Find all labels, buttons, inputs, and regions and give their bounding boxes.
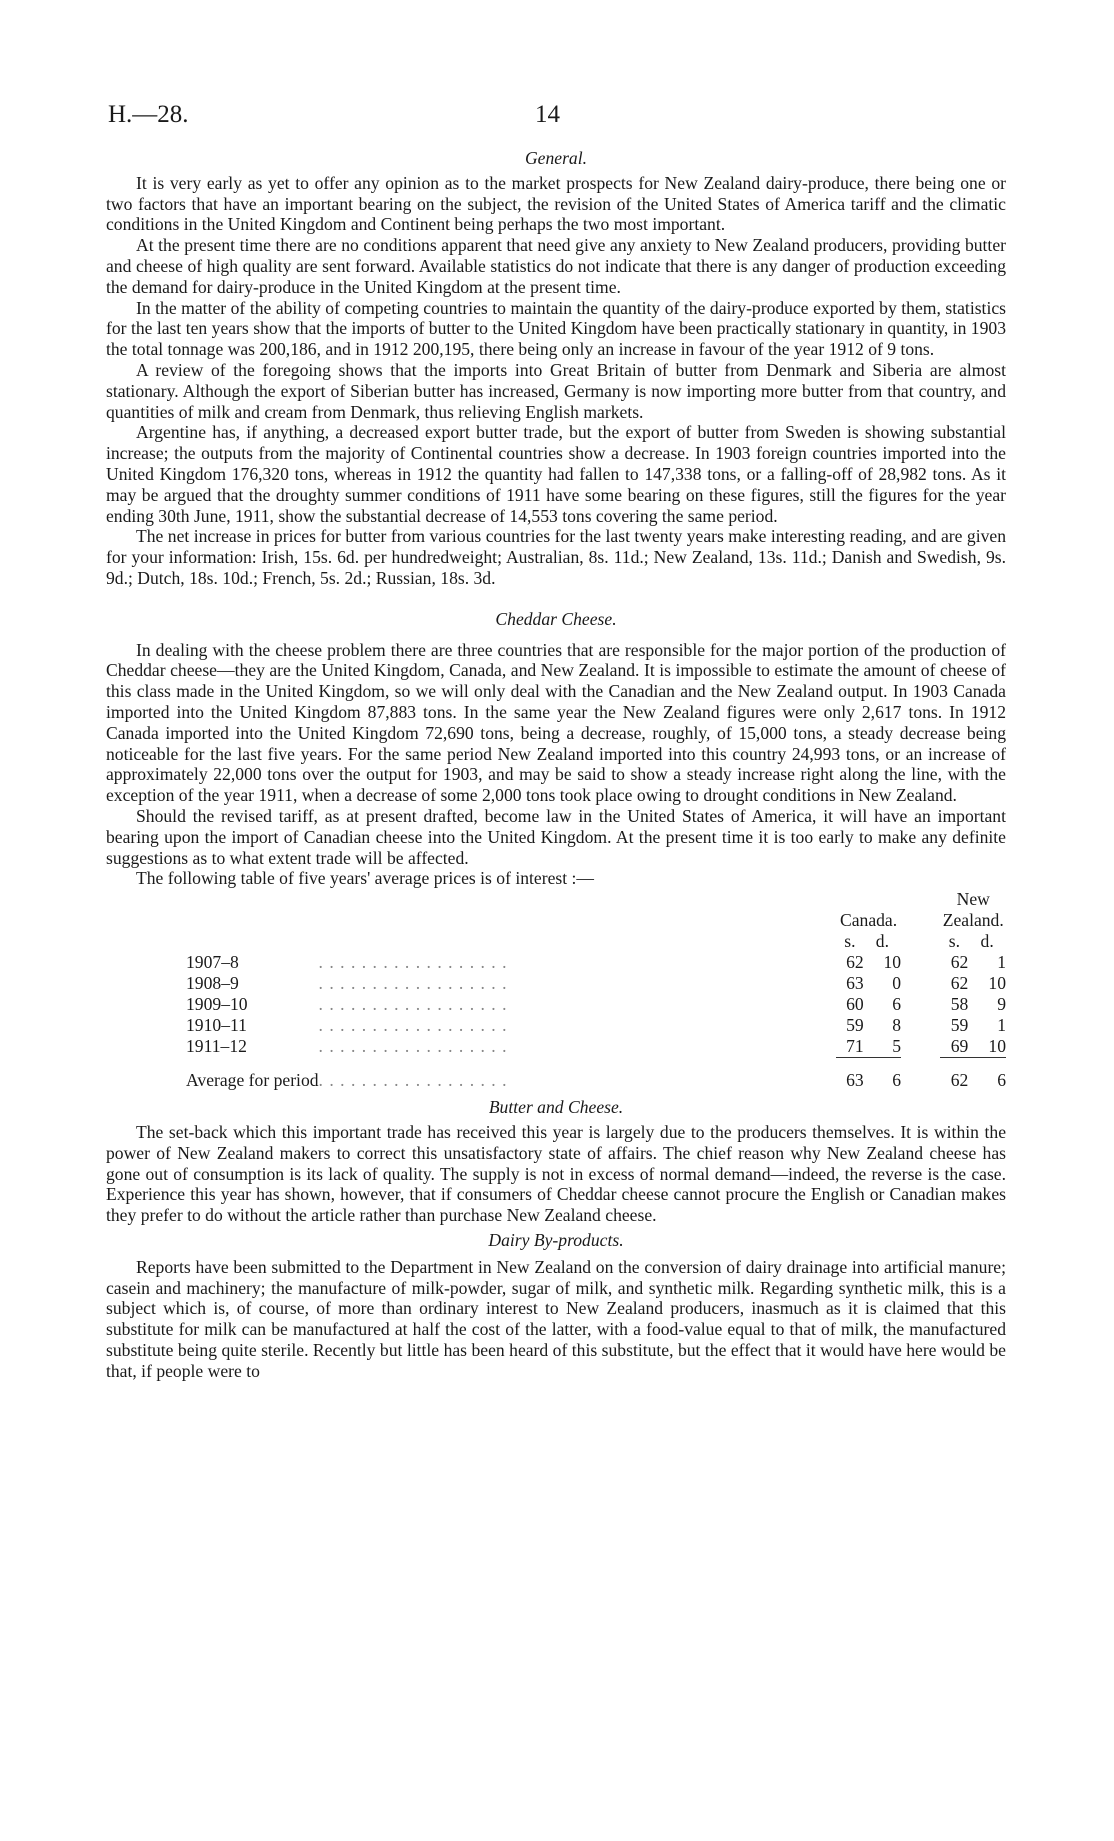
document-body (106, 148, 1006, 1382)
heading-butter-and-cheese: Butter and Cheese. (488, 1097, 624, 1118)
page-number: 14 (535, 101, 560, 128)
paragraph: Reports have been submitted to the Department in New Zealand on the conversion of dairy drainage into artificial manure; casein and machinery; the manufacture of milk-powder, sugar of milk, and synthetic milk. Regarding synthetic milk, this is a subject which is, of course, of more than ordinary interest to New Zealand producers, inasmuch as it is claimed that this substitute for milk can be manufactured at half the cost of the latter, with a food-value equal to that of milk, the manufactured substitute being quite sterile. Recently but little has been heard of this substitute, but the effect that it would have here would be that, if people were to (106, 1256, 1006, 1381)
leader-dots: . . . . . . . . . . . . . . . . . . (318, 1036, 508, 1057)
leader-dots: . . . . . . . . . . . . . . . . . . (318, 951, 508, 972)
table-row: 1908–9 . . . . . . . . . . . . . . . . . . 63 0 62 10 (186, 972, 1006, 993)
column-header-canada: Canada. (839, 909, 898, 930)
table-row: 1907–8 . . . . . . . . . . . . . . . . . . 62 10 62 1 (186, 951, 1006, 972)
unit-pence: d. (980, 930, 994, 951)
leader-dots: . . . . . . . . . . . . . . . . . . (318, 972, 508, 993)
table-average-row: Average for period . . . . . . . . . . . . . . . . . . 63 6 62 6 (186, 1057, 1006, 1091)
table-row: 1911–12 . . . . . . . . . . . . . . . . . . 71 5 69 10 (186, 1035, 1006, 1057)
leader-dots: . . . . . . . . . . . . . . . . . . (318, 993, 508, 1014)
table-units-row (186, 931, 1006, 952)
paragraph: In dealing with the cheese problem there are three countries that are responsible for the major portion of the production of Cheddar cheese—they are the United Kingdom, Canada, and New Zealand. It is impossible to estimate the amount of cheese of this class made in the United Kingdom, so we will only deal with the Canadian and the New Zealand output. In 1903 Canada imported into the United Kingdom 87,883 tons. In the same year the New Zealand figures were only 2,617 tons. In 1912 Canada imported into the United Kingdom 72,690 tons, being a decrease, roughly, of 15,000 tons, a steady decrease being noticeable for the last five years. For the same period New Zealand imported into this country 24,993 tons, or an increase of approximately 22,000 tons over the output for 1903, and may be said to show a steady increase right along the line, with the exception of the year 1911, when a decrease of some 2,000 tons took place owing to drought conditions in New Zealand. (106, 639, 1006, 806)
unit-shillings: s. (948, 930, 960, 951)
column-header-new-zealand: New Zealand. (942, 889, 1004, 930)
paragraph: Argentine has, if anything, a decreased export butter trade, but the export of butter from Sweden is showing substantial increase; the outputs from the majority of Continental countries show a decrease. In 1903 foreign countries imported into the United Kingdom 176,320 tons, whereas in 1912 the quantity had fallen to 147,338 tons, or a falling-off of 28,982 tons. As it may be argued that the droughty summer conditions of 1911 have some bearing on these figures, still the figures for the year ending 30th June, 1911, show the substantial decrease of 14,553 tons covering the same period. (106, 422, 1006, 526)
leader-dots: . . . . . . . . . . . . . . . . . . (318, 1014, 508, 1035)
paragraph: It is very early as yet to offer any opinion as to the market prospects for New Zealand dairy-produce, there being one or two factors that have an important bearing on the subject, the revision of the United States of America tariff and the climatic conditions in the United Kingdom and Continent being perhaps the two most important. (106, 172, 1006, 235)
paragraph: The net increase in prices for butter from various countries for the last twenty years make interesting reading, and are given for your information: Irish, 15s. 6d. per hundredweight; Australian, 8s. 11d.; New Zealand, 13s. 11d.; Danish and Swedish, 9s. 9d.; Dutch, 18s. 10d.; French, 5s. 2d.; Russian, 18s. 3d. (106, 526, 1006, 588)
paragraph: A review of the foregoing shows that the imports into Great Britain of butter from Denmark and Siberia are almost stationary. Although the export of Siberian butter has increased, Germany is now importing more butter from that country, and quantities of milk and cream from Denmark, thus relieving English markets. (106, 359, 1006, 422)
unit-shillings: s. (844, 930, 856, 951)
document-reference: H.—28. (108, 101, 189, 128)
table-intro: The following table of five years' average prices is of interest :— (136, 868, 594, 889)
leader-dots: . . . . . . . . . . . . . . . . . . (318, 1070, 508, 1091)
unit-pence: d. (875, 930, 889, 951)
heading-general: General. (524, 148, 588, 168)
table-header-row (186, 889, 1006, 931)
paragraph: In the matter of the ability of competing countries to maintain the quantity of the dairy-produce exported by them, statistics for the last ten years show that the imports of butter to the United Kingdom have been practically stationary in quantity, in 1903 the total tonnage was 200,186, and in 1912 200,195, there being only an increase in favour of the year 1912 of 9 tons. (106, 297, 1006, 360)
table-row: 1910–11 . . . . . . . . . . . . . . . . . . 59 8 59 1 (186, 1014, 1006, 1035)
table-row: 1909–10 . . . . . . . . . . . . . . . . . . 60 6 58 9 (186, 993, 1006, 1014)
paragraph: The set-back which this important trade has received this year is largely due to the producers themselves. It is within the power of New Zealand makers to correct this unsatisfactory state of affairs. The chief reason why New Zealand cheese has gone out of consumption is its lack of quality. The supply is not in excess of normal demand—indeed, the reverse is the case. Experience this year has shown, however, that if consumers of Cheddar cheese cannot procure the English or Canadian makes they prefer to do without the article rather than purchase New Zealand cheese. (106, 1121, 1006, 1226)
paragraph: Should the revised tariff, as at present drafted, become law in the United States of America, it will have an important bearing upon the import of Canadian cheese into the United Kingdom. At the present time it is too early to make any definite suggestions as to what extent trade will be affected. (106, 805, 1006, 868)
heading-cheddar-cheese: Cheddar Cheese. (495, 608, 617, 629)
paragraph: At the present time there are no conditions apparent that need give any anxiety to New Zealand producers, providing butter and cheese of high quality are sent forward. Available statistics do not indicate that there is any danger of production exceeding the demand for dairy-produce in the United Kingdom at the present time. (106, 235, 1006, 297)
heading-dairy-by-products: Dairy By-products. (488, 1229, 624, 1250)
price-table (186, 889, 1006, 1091)
